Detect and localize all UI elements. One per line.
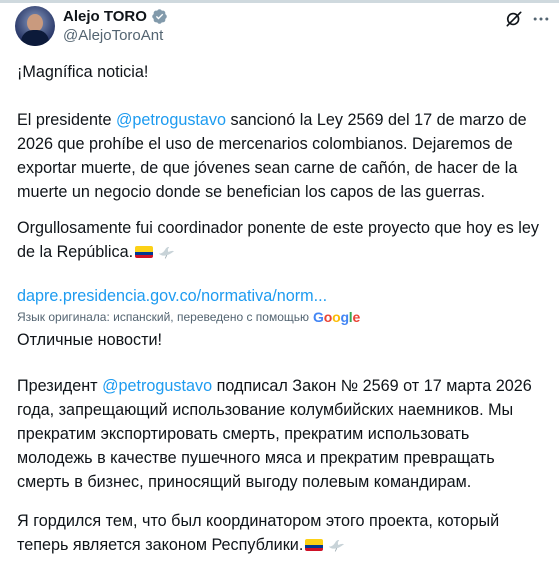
translated-line1: Отличные новости!: [17, 331, 163, 349]
avatar-body: [21, 30, 49, 46]
translated-p2-prefix: Президент: [17, 377, 103, 395]
original-paragraph-2: [17, 108, 545, 204]
more-options-icon[interactable]: [530, 9, 552, 29]
external-link[interactable]: dapre.presidencia.gov.co/normativa/norm...: [17, 287, 328, 305]
mention-link[interactable]: @petrogustavo: [115, 111, 227, 129]
translated-p2-body: подписал Закон № 2569 от 17 марта 2026 года, запрещающий использование колумбийских наемников. Мы прекратим экспортировать смерть, прекратим использовать молодежь в качестве пушечного мяса и прекратим превращать смерть в бизнес, приносящий выгоду полевым командирам.: [17, 377, 532, 491]
original-p2-body: sancionó la Ley 2569 del 17 de marzo de 2026 que prohíbe el uso de mercenarios colombianos. Dejaremos de exportar muerte, de que jóvenes sean carne de cañón, de hacer de la muerte un negocio donde se benefician los capos de las guerras.: [17, 111, 527, 201]
top-divider: [0, 0, 559, 3]
translation-note-text[interactable]: Язык оригинала: испанский, переведено с помощью: [17, 310, 310, 324]
verified-badge-icon[interactable]: [151, 8, 168, 25]
colombia-flag-icon: [305, 539, 323, 551]
google-logo: Google: [313, 309, 361, 325]
author-handle[interactable]: @AlejoToroAnt: [63, 27, 164, 44]
original-p3-text: Orgullosamente fui coordinador ponente de este proyecto que hoy es ley de la República.: [17, 219, 539, 261]
grok-icon[interactable]: [504, 9, 524, 29]
dove-icon: [156, 244, 176, 260]
translated-text: [17, 328, 545, 352]
dove-icon: [326, 537, 346, 553]
avatar[interactable]: [15, 6, 55, 46]
translation-note: [17, 309, 360, 325]
link-row: [17, 284, 545, 308]
translated-paragraph-2: [17, 374, 545, 494]
original-paragraph-3: [17, 216, 545, 264]
translated-mention-link[interactable]: @petrogustavo: [102, 377, 213, 395]
translated-paragraph-3: [17, 509, 545, 557]
original-line1: ¡Magnífica noticia!: [17, 63, 149, 81]
original-text: [17, 60, 545, 84]
author-row: [63, 8, 168, 25]
original-p2-prefix: El presidente: [17, 111, 116, 129]
translated-p3-text: Я гордился тем, что был координатором этого проекта, который теперь является законом Республики.: [17, 512, 500, 554]
author-name[interactable]: Alejo TORO: [63, 8, 147, 25]
colombia-flag-icon: [135, 246, 153, 258]
